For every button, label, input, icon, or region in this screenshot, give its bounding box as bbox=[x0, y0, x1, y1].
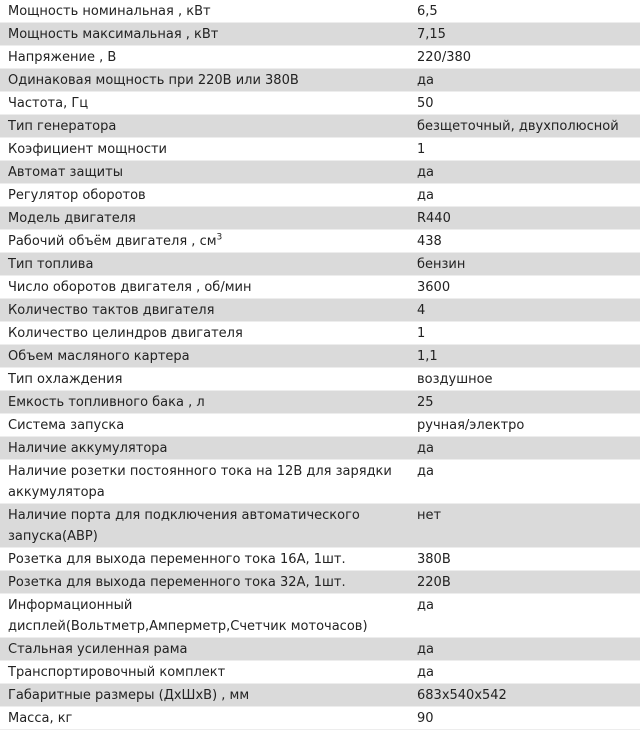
spec-name-text: Тип охлаждения bbox=[8, 372, 123, 387]
spec-name-text: Напряжение , В bbox=[8, 50, 117, 65]
spec-name-superscript: 3 bbox=[216, 232, 223, 243]
spec-name bbox=[0, 46, 409, 69]
spec-value: 7,15 bbox=[409, 23, 640, 46]
spec-value: да bbox=[409, 69, 640, 92]
spec-name-text: Объем масляного картера bbox=[8, 349, 190, 364]
spec-name-text: Количество целиндров двигателя bbox=[8, 326, 243, 341]
spec-row bbox=[0, 299, 640, 322]
spec-name bbox=[0, 414, 409, 437]
spec-name-text: Автомат защиты bbox=[8, 165, 123, 180]
spec-name-text: Коэфициент мощности bbox=[8, 142, 168, 157]
spec-row bbox=[0, 368, 640, 391]
spec-value: безщеточный, двухполюсной bbox=[409, 115, 640, 138]
spec-name-text: Наличие порта для подключения автоматического запуска(АВР) bbox=[8, 508, 360, 544]
spec-name bbox=[0, 437, 409, 460]
spec-name bbox=[0, 115, 409, 138]
spec-name bbox=[0, 460, 409, 504]
spec-row bbox=[0, 571, 640, 594]
spec-row bbox=[0, 594, 640, 638]
spec-name bbox=[0, 571, 409, 594]
spec-row bbox=[0, 504, 640, 548]
spec-name-text: Масса, кг bbox=[8, 711, 73, 726]
spec-value: 220В bbox=[409, 571, 640, 594]
spec-name-text: Наличие аккумулятора bbox=[8, 441, 168, 456]
spec-name bbox=[0, 69, 409, 92]
spec-value: да bbox=[409, 184, 640, 207]
spec-row bbox=[0, 437, 640, 460]
spec-row bbox=[0, 638, 640, 661]
spec-name-text: Система запуска bbox=[8, 418, 125, 433]
spec-value: 220/380 bbox=[409, 46, 640, 69]
spec-name bbox=[0, 161, 409, 184]
spec-name bbox=[0, 92, 409, 115]
spec-value: нет bbox=[409, 504, 640, 548]
spec-value: 6,5 bbox=[409, 0, 640, 23]
spec-name-text: Емкость топливного бака , л bbox=[8, 395, 205, 410]
spec-name-text: Модель двигателя bbox=[8, 211, 136, 226]
spec-name-text: Розетка для выхода переменного тока 32А, 1шт. bbox=[8, 575, 346, 590]
spec-name bbox=[0, 0, 409, 23]
spec-name bbox=[0, 299, 409, 322]
spec-row bbox=[0, 707, 640, 730]
spec-name-text: Информационный дисплей(Вольтметр,Амперметр,Счетчик моточасов) bbox=[8, 598, 368, 634]
spec-name bbox=[0, 184, 409, 207]
spec-name bbox=[0, 638, 409, 661]
spec-row bbox=[0, 548, 640, 571]
spec-row bbox=[0, 138, 640, 161]
spec-name-text: Количество тактов двигателя bbox=[8, 303, 215, 318]
spec-row bbox=[0, 661, 640, 684]
spec-name bbox=[0, 504, 409, 548]
spec-name-text: Рабочий объём двигателя , см bbox=[8, 234, 217, 249]
spec-name-text: Мощность максимальная , кВт bbox=[8, 27, 219, 42]
spec-name bbox=[0, 276, 409, 299]
spec-row bbox=[0, 161, 640, 184]
spec-name-text: Частота, Гц bbox=[8, 96, 89, 111]
spec-value: да bbox=[409, 437, 640, 460]
spec-name-text: Габаритные размеры (ДхШхВ) , мм bbox=[8, 688, 250, 703]
spec-row bbox=[0, 69, 640, 92]
spec-value: 380В bbox=[409, 548, 640, 571]
spec-value: 4 bbox=[409, 299, 640, 322]
spec-row bbox=[0, 46, 640, 69]
spec-value: 683x540x542 bbox=[409, 684, 640, 707]
spec-row bbox=[0, 0, 640, 23]
spec-name bbox=[0, 253, 409, 276]
spec-value: 1 bbox=[409, 138, 640, 161]
spec-name bbox=[0, 322, 409, 345]
spec-row bbox=[0, 322, 640, 345]
spec-value: 1,1 bbox=[409, 345, 640, 368]
spec-value: ручная/электро bbox=[409, 414, 640, 437]
spec-value: 90 bbox=[409, 707, 640, 730]
spec-name-text: Одинаковая мощность при 220В или 380В bbox=[8, 73, 299, 88]
spec-name bbox=[0, 207, 409, 230]
spec-row bbox=[0, 345, 640, 368]
spec-row bbox=[0, 391, 640, 414]
spec-name-text: Мощность номинальная , кВт bbox=[8, 4, 211, 19]
spec-value: да bbox=[409, 161, 640, 184]
spec-name-text: Регулятор оборотов bbox=[8, 188, 146, 203]
spec-name-text: Тип генератора bbox=[8, 119, 117, 134]
spec-value: да bbox=[409, 661, 640, 684]
spec-row bbox=[0, 414, 640, 437]
spec-name-text: Транспортировочный комплект bbox=[8, 665, 226, 680]
spec-value: воздушное bbox=[409, 368, 640, 391]
spec-row bbox=[0, 207, 640, 230]
spec-value: R440 bbox=[409, 207, 640, 230]
spec-name bbox=[0, 707, 409, 730]
spec-name bbox=[0, 548, 409, 571]
spec-name bbox=[0, 230, 409, 253]
spec-row bbox=[0, 253, 640, 276]
spec-value: да bbox=[409, 638, 640, 661]
spec-value: 25 bbox=[409, 391, 640, 414]
spec-name-text: Розетка для выхода переменного тока 16А, 1шт. bbox=[8, 552, 346, 567]
spec-row bbox=[0, 230, 640, 253]
spec-value: да bbox=[409, 460, 640, 504]
spec-row bbox=[0, 276, 640, 299]
spec-row bbox=[0, 92, 640, 115]
spec-row bbox=[0, 460, 640, 504]
spec-value: да bbox=[409, 594, 640, 638]
spec-name bbox=[0, 368, 409, 391]
spec-name-text: Наличие розетки постоянного тока на 12В для зарядки аккумулятора bbox=[8, 464, 392, 500]
spec-value: бензин bbox=[409, 253, 640, 276]
spec-value: 50 bbox=[409, 92, 640, 115]
spec-name-text: Число оборотов двигателя , об/мин bbox=[8, 280, 252, 295]
spec-name bbox=[0, 391, 409, 414]
spec-name bbox=[0, 661, 409, 684]
spec-value: 438 bbox=[409, 230, 640, 253]
spec-value: 1 bbox=[409, 322, 640, 345]
spec-name bbox=[0, 684, 409, 707]
spec-row bbox=[0, 184, 640, 207]
spec-name bbox=[0, 594, 409, 638]
spec-name-text: Тип топлива bbox=[8, 257, 94, 272]
spec-name bbox=[0, 138, 409, 161]
spec-name bbox=[0, 23, 409, 46]
spec-row bbox=[0, 23, 640, 46]
spec-value: 3600 bbox=[409, 276, 640, 299]
spec-name bbox=[0, 345, 409, 368]
spec-row bbox=[0, 684, 640, 707]
spec-name-text: Стальная усиленная рама bbox=[8, 642, 188, 657]
spec-row bbox=[0, 115, 640, 138]
